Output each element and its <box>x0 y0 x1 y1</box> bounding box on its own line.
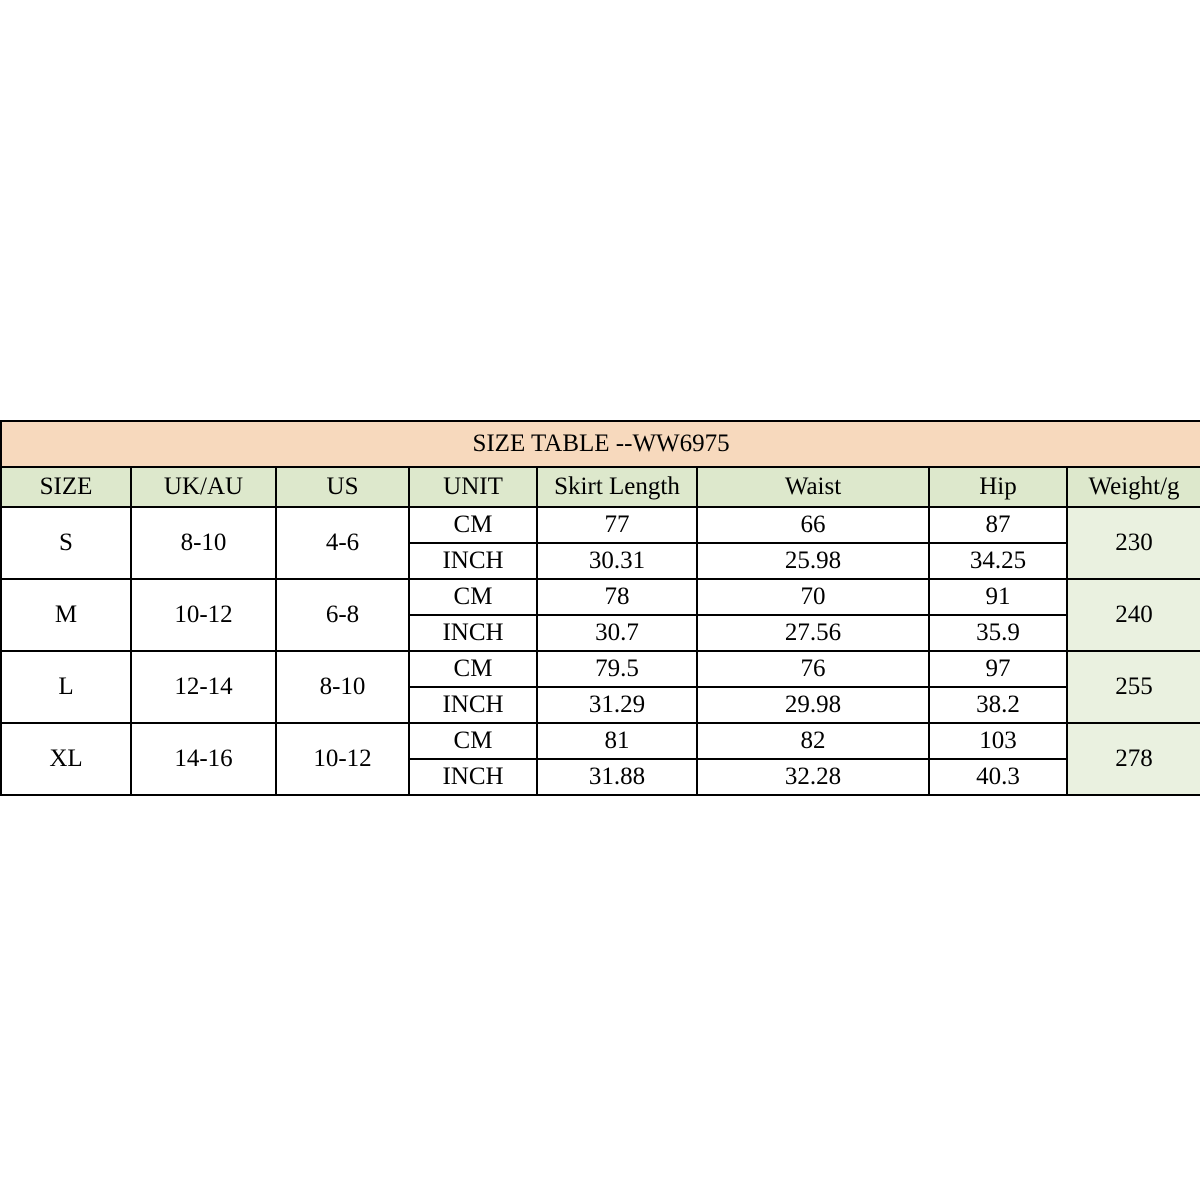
cell-skirt-length: 31.29 <box>537 687 697 723</box>
cell-ukau: 8-10 <box>131 507 276 579</box>
cell-waist: 27.56 <box>697 615 929 651</box>
page-title: SIZE TABLE --WW6975 <box>1 421 1200 467</box>
column-header-weight: Weight/g <box>1067 467 1200 507</box>
cell-waist: 70 <box>697 579 929 615</box>
column-header-unit: UNIT <box>409 467 537 507</box>
cell-waist: 25.98 <box>697 543 929 579</box>
cell-hip: 40.3 <box>929 759 1067 795</box>
cell-waist: 76 <box>697 651 929 687</box>
cell-us: 8-10 <box>276 651 409 723</box>
table-title-row <box>1 421 1200 467</box>
cell-ukau: 14-16 <box>131 723 276 795</box>
cell-weight: 240 <box>1067 579 1200 651</box>
size-table-container <box>0 420 1200 796</box>
cell-size: S <box>1 507 131 579</box>
column-header-size: SIZE <box>1 467 131 507</box>
cell-hip: 103 <box>929 723 1067 759</box>
cell-us: 6-8 <box>276 579 409 651</box>
cell-weight: 230 <box>1067 507 1200 579</box>
cell-hip: 91 <box>929 579 1067 615</box>
cell-hip: 34.25 <box>929 543 1067 579</box>
size-table <box>0 420 1200 796</box>
cell-hip: 38.2 <box>929 687 1067 723</box>
cell-waist: 82 <box>697 723 929 759</box>
cell-us: 10-12 <box>276 723 409 795</box>
column-header-us: US <box>276 467 409 507</box>
cell-waist: 66 <box>697 507 929 543</box>
cell-weight: 278 <box>1067 723 1200 795</box>
cell-weight: 255 <box>1067 651 1200 723</box>
cell-unit: CM <box>409 507 537 543</box>
table-row <box>1 579 1200 615</box>
cell-hip: 97 <box>929 651 1067 687</box>
cell-skirt-length: 30.7 <box>537 615 697 651</box>
column-header-waist: Waist <box>697 467 929 507</box>
cell-skirt-length: 30.31 <box>537 543 697 579</box>
cell-unit: INCH <box>409 759 537 795</box>
cell-us: 4-6 <box>276 507 409 579</box>
column-header-hip: Hip <box>929 467 1067 507</box>
cell-skirt-length: 81 <box>537 723 697 759</box>
cell-size: M <box>1 579 131 651</box>
cell-size: XL <box>1 723 131 795</box>
cell-skirt-length: 77 <box>537 507 697 543</box>
table-row <box>1 651 1200 687</box>
cell-ukau: 12-14 <box>131 651 276 723</box>
cell-unit: CM <box>409 651 537 687</box>
cell-size: L <box>1 651 131 723</box>
table-row <box>1 507 1200 543</box>
cell-unit: CM <box>409 723 537 759</box>
cell-skirt-length: 31.88 <box>537 759 697 795</box>
cell-hip: 35.9 <box>929 615 1067 651</box>
cell-unit: INCH <box>409 615 537 651</box>
cell-waist: 29.98 <box>697 687 929 723</box>
table-header-row <box>1 467 1200 507</box>
column-header-skirt-length: Skirt Length <box>537 467 697 507</box>
cell-ukau: 10-12 <box>131 579 276 651</box>
column-header-ukau: UK/AU <box>131 467 276 507</box>
cell-unit: INCH <box>409 687 537 723</box>
cell-skirt-length: 79.5 <box>537 651 697 687</box>
cell-unit: CM <box>409 579 537 615</box>
cell-hip: 87 <box>929 507 1067 543</box>
cell-unit: INCH <box>409 543 537 579</box>
cell-waist: 32.28 <box>697 759 929 795</box>
cell-skirt-length: 78 <box>537 579 697 615</box>
table-row <box>1 723 1200 759</box>
